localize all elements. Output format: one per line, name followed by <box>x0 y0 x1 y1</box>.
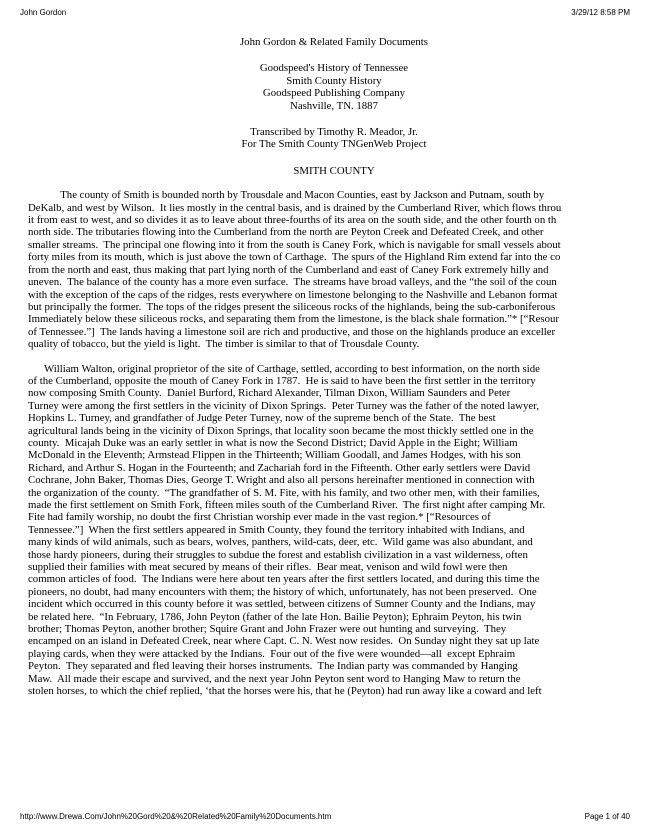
text-line: McDonald in the Eleventh; Armstead Flippen in the Thirteenth; William Goodall, and James Hodges, with his son <box>28 449 521 462</box>
text-line: Immediately below these siliceous rocks, and separating them from the limestone, is the black shale formation.”* [“Resour <box>28 313 559 326</box>
footer-url: http://www.Drewa.Com/John%20Gord%20&%20Related%20Family%20Documents.htm <box>20 812 332 821</box>
text-line: pioneers, no doubt, had many encounters with them; the history of which, unfortunately, has not been preserved. One <box>28 585 537 598</box>
text-line: made the first settlement on Smith Fork, fifteen miles south of the Cumberland River. The first night after camping Mr. <box>28 499 546 511</box>
text-line: now composing Smith County. Daniel Burford, Richard Alexander, Tilman Dixon, William Saunders and Peter <box>28 387 511 400</box>
text-line: many kinds of wild animals, such as bears, wolves, panthers, wild-cats, deer, etc. Wild game was also abundant, and <box>28 536 533 549</box>
source-block <box>28 62 640 112</box>
source-line: Nashville, TN. 1887 <box>290 99 378 112</box>
text-line: forty miles from its mouth, which is just above the town of Carthage. The spurs of the Highland Rim extend far into the co <box>28 251 561 264</box>
title-block <box>28 36 640 48</box>
header-title: John Gordon <box>20 8 67 17</box>
text-line: of the Cumberland, opposite the mouth of Caney Fork in 1787. He is said to have been the first settler in the territory <box>28 374 536 387</box>
text-line: from the north and east, thus making that part lying north of the Cumberland and east of Caney Fork extremely hilly and <box>28 263 549 276</box>
text-line: uneven. The balance of the county has a more even surface. The streams have broad valleys, and the “the soil of the coun <box>28 276 557 289</box>
text-line: agricultural lands being in the vicinity of Dixon Springs, that locality soon became the most thickly settled one in the <box>28 424 534 437</box>
text-line: Cochrane, John Baker, Thomas Dies, George T. Wright and also all persons hereinafter mentioned in connection with <box>28 474 535 487</box>
header-timestamp: 3/29/12 8:58 PM <box>571 8 630 17</box>
text-line: brother; Thomas Peyton, another brother; Squire Grant and John Frazer were out hunting and surveying. They <box>28 623 507 636</box>
text-line: William Walton, original proprietor of the site of Carthage, settled, according to best information, on the north side <box>28 362 540 375</box>
text-line: DeKalb, and west by Wilson. It lies mostly in the central basis, and is drained by the Cumberland River, which flows throu <box>28 201 562 214</box>
text-line: Peyton. They separated and fled leaving their horses instruments. The Indian party was commanded by Hanging <box>28 660 518 673</box>
text-line: but principally the former. The tops of the ridges present the siliceous rocks of the highlands, being the sub-carboniferous <box>28 300 556 313</box>
text-line: Richard, and Arthur S. Hogan in the Fourteenth; and Zachariah ford in the Fifteenth. Other early settlers were David <box>28 461 531 474</box>
credit-line: Transcribed by Timothy R. Meador, Jr. <box>250 126 418 139</box>
text-line: encamped on an island in Defeated Creek, near where Capt. C. N. West now resides. On Sunday night they sat up late <box>28 635 540 648</box>
text-line: those hardy pioneers, during their struggles to subdue the forest and establish civilization in a vast wilderness, often <box>28 548 528 561</box>
paragraph-1 <box>28 189 640 350</box>
text-line: smaller streams. The principal one flowing into it from the south is Caney Fork, which is navigable for small vessels about <box>28 238 561 251</box>
section-heading: SMITH COUNTY <box>293 164 375 177</box>
text-line: Hopkins L. Turney, and grandfather of Judge Peter Turney, now of the supreme bench of the State. The best <box>28 412 496 425</box>
text-line: stolen horses, to which the chief replied, ‘that the horses were his, that he (Peyton) had run away like a coward and left <box>28 685 542 698</box>
text-line: The county of Smith is bounded north by Trousdale and Macon Counties, east by Jackson and Putnam, south by <box>28 189 545 202</box>
document-body <box>28 36 640 806</box>
text-line: county. Micajah Duke was an early settler in what is now the Second District; David Apple in the Eight; William <box>28 436 518 449</box>
print-footer <box>20 812 630 824</box>
print-header <box>20 8 630 20</box>
paragraph-2 <box>28 363 640 698</box>
text-line: it from east to west, and so divides it as to leave about three-fourths of its area on the south side, and the other fourth on th <box>28 214 557 227</box>
credit-line: For The Smith County TNGenWeb Project <box>241 138 427 151</box>
source-line: Goodspeed Publishing Company <box>262 87 406 100</box>
text-line: playing cards, when they were attacked by the Indians. Four out of the five were wounded—all except Ephraim <box>28 647 516 660</box>
footer-page-number: Page 1 of 40 <box>584 812 630 821</box>
text-line: incident which occurred in this county before it was settled, between citizens of Sumner County and the Indians, may <box>28 598 536 611</box>
text-line: supplied their families with meat secured by means of their rifles. Bear meat, venison and wild fowl were then <box>28 561 508 574</box>
text-line: Fite had family worship, no doubt the first Christian worship ever made in the vast region.* [“Resources of <box>28 511 491 524</box>
text-line: with the exception of the caps of the ridges, rests everywhere on limestone belonging to the Nashville and Lebanon format <box>28 288 558 301</box>
credit-block <box>28 126 640 151</box>
text-line: quality of tobacco, but the yield is light. The timber is similar to that of Trousdale County. <box>28 338 420 351</box>
text-line: be related here. “In February, 1786, John Peyton (father of the late Hon. Bailie Peyton); Ephraim Peyton, his twin <box>28 610 522 623</box>
text-line: of Tennessee.”] The lands having a limestone soil are rich and productive, and those on the highlands produce an exceller <box>28 325 556 338</box>
source-line: Smith County History <box>286 74 382 87</box>
document-title: John Gordon & Related Family Documents <box>239 36 429 48</box>
source-line: Goodspeed's History of Tennessee <box>259 62 409 75</box>
text-line: Tennessee.”] When the first settlers appeared in Smith County, they found the territory inhabited with Indians, and <box>28 523 525 536</box>
text-line: Maw. All made their escape and survived, and the next year John Peyton sent word to Hanging Maw to return the <box>28 672 521 685</box>
text-line: common articles of food. The Indians were here about ten years after the first settlers located, and during this time the <box>28 573 540 586</box>
text-line: the organization of the county. “The grandfather of S. M. Fite, with his family, and two other men, with their families, <box>28 486 540 499</box>
text-line: Turney were among the first settlers in the vicinity of Dixon Springs. Peter Turney was the father of the noted lawyer, <box>28 399 540 412</box>
text-line: north side. The tributaries flowing into the Cumberland from the north are Peyton Creek and Defeated Creek, and other <box>28 226 544 239</box>
